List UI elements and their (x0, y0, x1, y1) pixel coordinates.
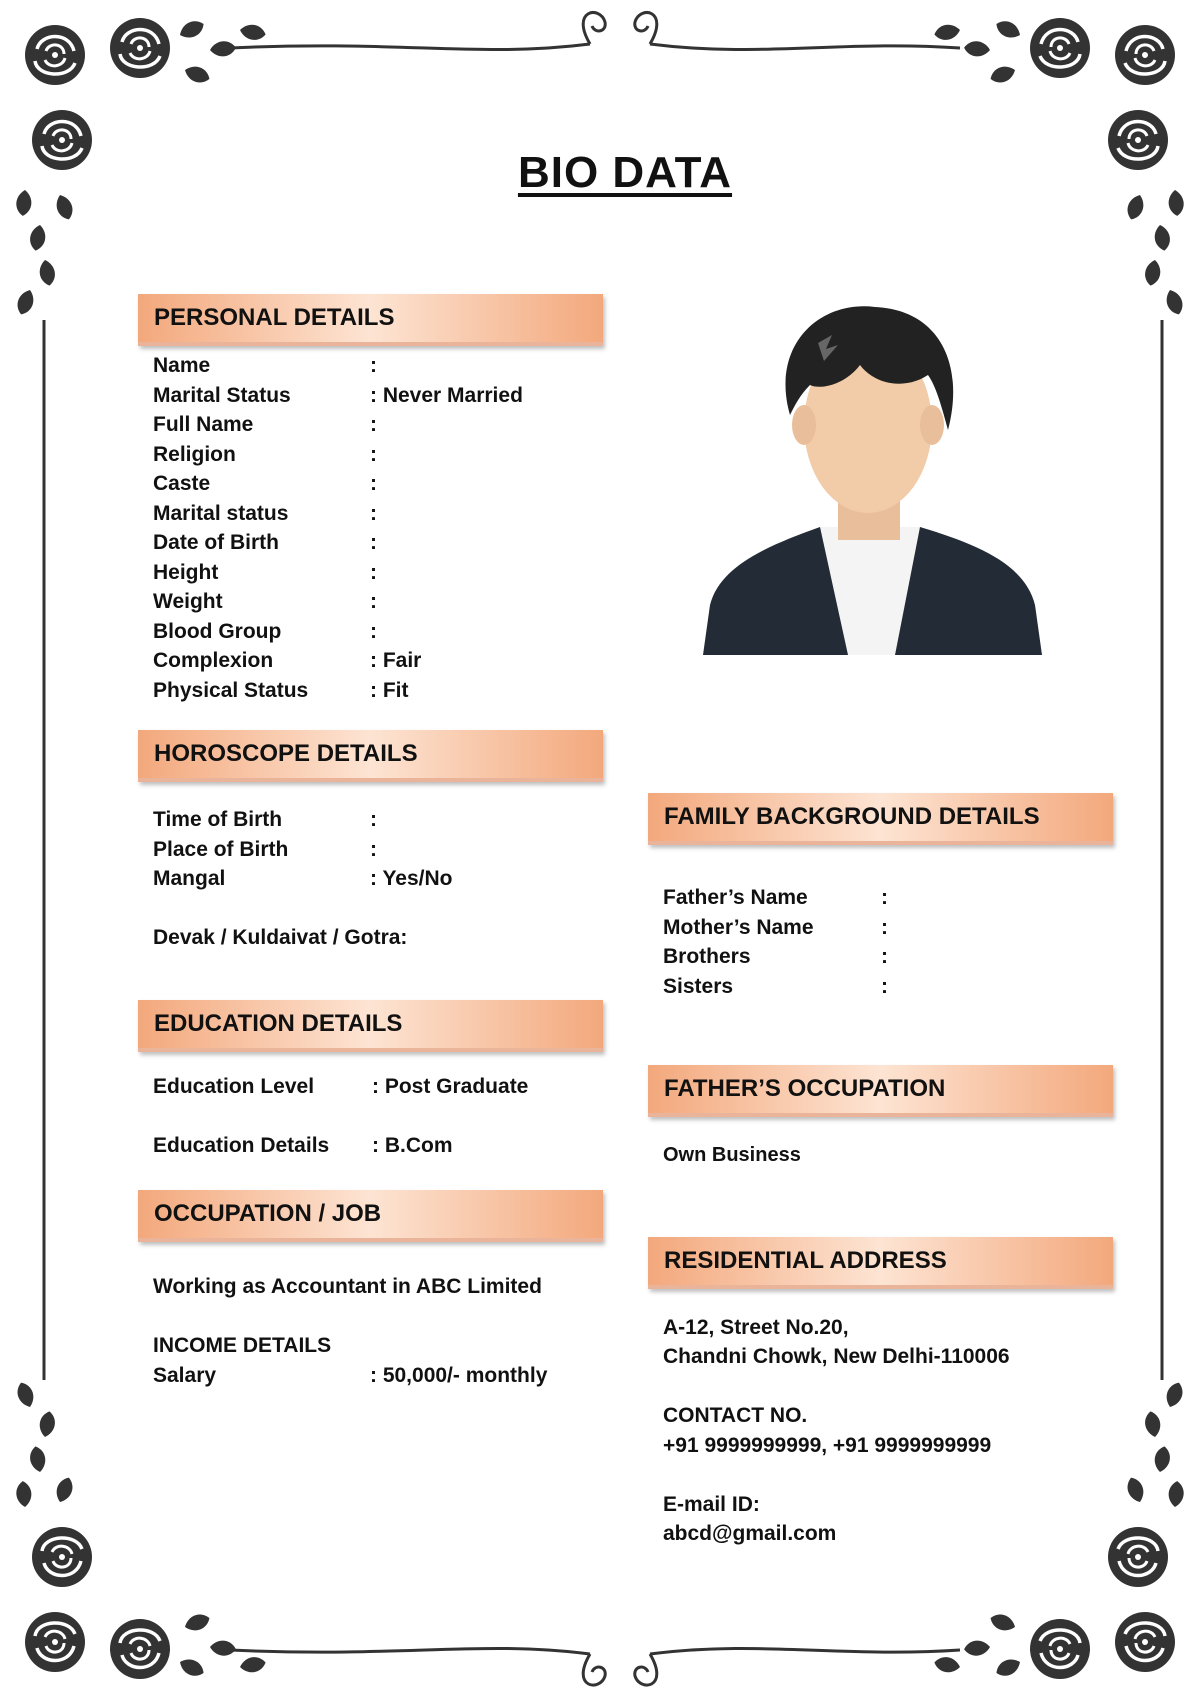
personal-row-label: Marital Status (153, 383, 291, 407)
family-row-label: Sisters (663, 974, 734, 998)
personal-row-label: Complexion (153, 649, 274, 672)
personal-row-value: : (370, 590, 377, 613)
father-occupation-header: FATHER’S OCCUPATION (648, 1065, 1113, 1117)
horoscope-row-value: : (370, 837, 377, 861)
personal-row-value: : (370, 442, 377, 466)
personal-row-value: : (370, 501, 377, 525)
family-row-value: : (881, 886, 888, 909)
contact-label: CONTACT NO. (663, 1404, 808, 1427)
personal-row-label: Religion (153, 442, 236, 466)
personal-row-label: Weight (153, 590, 223, 613)
gotra-label: Devak / Kuldaivat / Gotra: (153, 926, 408, 949)
salary-label: Salary (153, 1364, 217, 1387)
family-row-value: : (881, 974, 888, 998)
personal-row-label: Caste (153, 472, 211, 495)
personal-row-value: : (370, 619, 377, 643)
personal-row-label: Height (153, 560, 219, 584)
address-line-2: Chandni Chowk, New Delhi-110006 (663, 1345, 1010, 1368)
email-label: E-mail ID: (663, 1493, 760, 1516)
personal-row-label: Marital status (153, 501, 289, 525)
personal-row-value: : Fit (370, 678, 409, 702)
occupation-text: Working as Accountant in ABC Limited (153, 1275, 542, 1298)
personal-row-value: : Fair (370, 649, 422, 672)
occupation-header: OCCUPATION / JOB (138, 1190, 603, 1242)
family-row-label: Mother’s Name (663, 915, 814, 939)
salary-value: : 50,000/- monthly (370, 1364, 548, 1387)
horoscope-row-value: : (370, 808, 377, 831)
residential-address-header: RESIDENTIAL ADDRESS (648, 1237, 1113, 1289)
personal-row-label: Full Name (153, 413, 254, 436)
personal-row-label: Name (153, 354, 211, 377)
family-row-label: Brothers (663, 945, 751, 968)
personal-details-header: PERSONAL DETAILS (138, 294, 603, 346)
right-ear (920, 405, 944, 445)
family-row-value: : (881, 915, 888, 939)
income-heading: INCOME DETAILS (153, 1334, 332, 1357)
education-level-label: Education Level (153, 1075, 315, 1098)
personal-row-value: : (370, 531, 377, 554)
education-details-label: Education Details (153, 1134, 330, 1157)
horoscope-row-label: Place of Birth (153, 837, 289, 861)
family-row-value: : (881, 945, 888, 968)
family-row-label: Father’s Name (663, 886, 808, 909)
profile-photo-avatar (700, 305, 1045, 655)
personal-row-value: : (370, 354, 377, 377)
personal-row-label: Date of Birth (153, 531, 279, 554)
horoscope-row-value: : Yes/No (370, 867, 453, 890)
father-occupation-text: Own Business (663, 1144, 801, 1166)
personal-row-value: : (370, 413, 377, 436)
family-background-header: FAMILY BACKGROUND DETAILS (648, 793, 1113, 845)
page-title: BIO DATA (517, 148, 733, 197)
left-ear (792, 405, 816, 445)
education-details-value: : B.Com (372, 1134, 453, 1157)
personal-row-value: : (370, 560, 377, 584)
email-value: abcd@gmail.com (663, 1522, 837, 1545)
horoscope-details-header: HOROSCOPE DETAILS (138, 730, 603, 782)
personal-row-label: Blood Group (153, 619, 282, 643)
education-level-value: : Post Graduate (372, 1075, 529, 1098)
personal-row-value: : (370, 472, 377, 495)
horoscope-row-label: Mangal (153, 867, 226, 890)
contact-value: +91 9999999999, +91 9999999999 (663, 1434, 992, 1457)
address-line-1: A-12, Street No.20, (663, 1316, 849, 1339)
personal-row-value: : Never Married (370, 383, 523, 407)
personal-row-label: Physical Status (153, 678, 309, 702)
horoscope-row-label: Time of Birth (153, 808, 283, 831)
education-details-header: EDUCATION DETAILS (138, 1000, 603, 1052)
